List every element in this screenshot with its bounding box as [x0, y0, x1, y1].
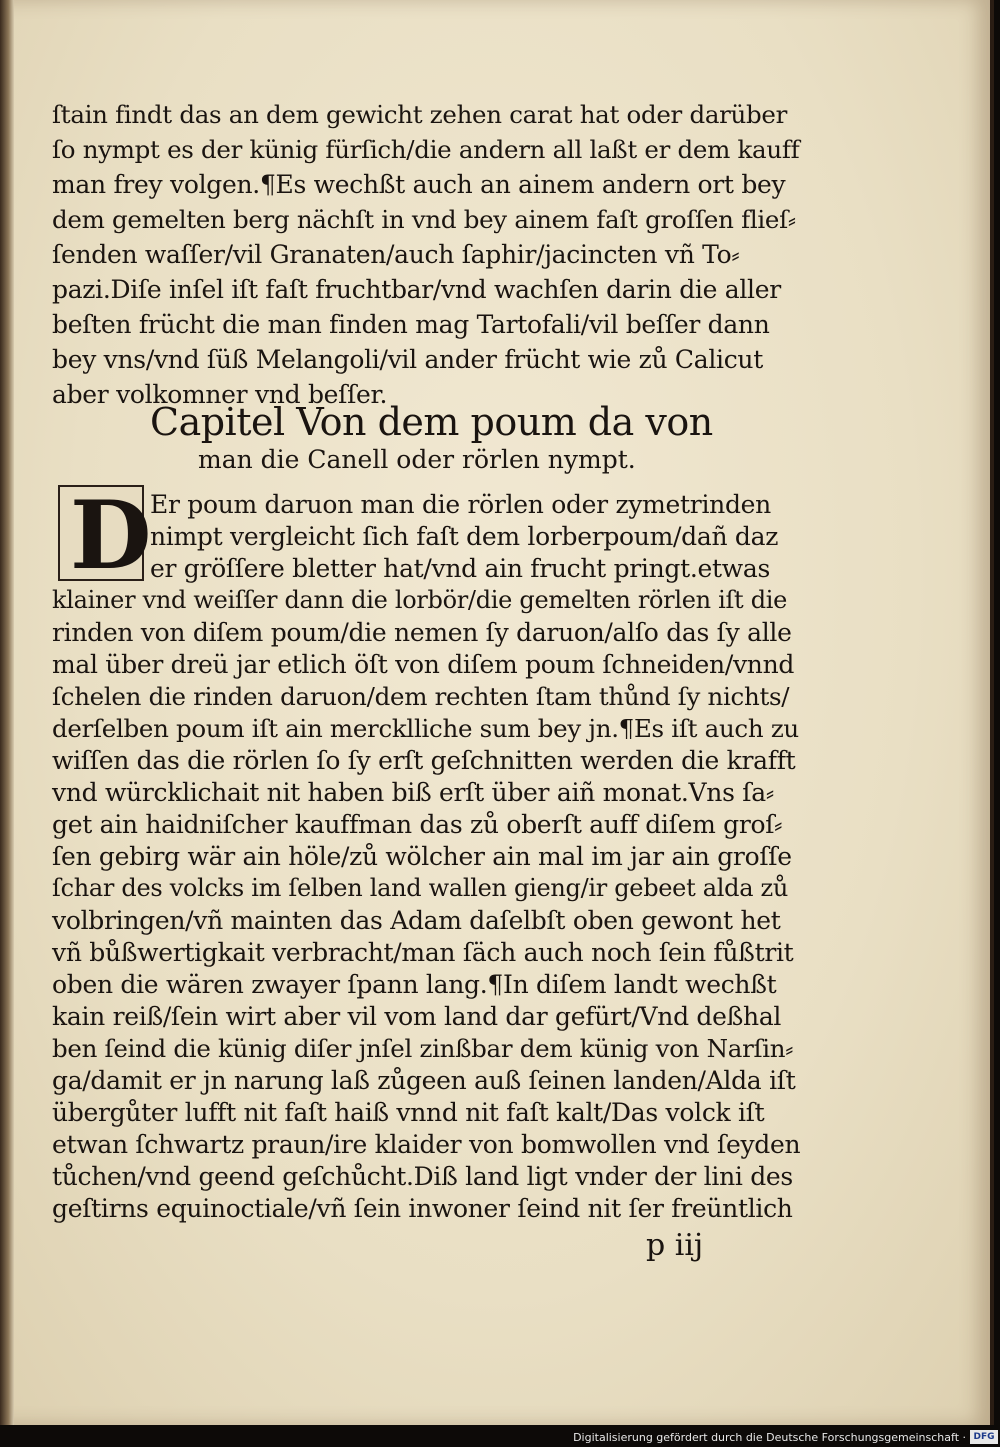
- text-line: übergůter lufft nit faſt haiß vnnd nit faſt kalt/Das volck iſt: [52, 1098, 765, 1127]
- signature-mark: p iij: [646, 1228, 704, 1263]
- initial-letter: D: [70, 481, 152, 591]
- text-line: geſtirns equinoctiale/vñ ſein inwoner ſeind nit ſer freüntlich: [52, 1194, 793, 1223]
- text-line: get ain haidniſcher kauffman das zů oberſt auff diſem groſ⸗: [52, 810, 783, 839]
- text-line: ſo nympt es der künig fürſich/die andern all laßt er dem kauff: [52, 135, 800, 164]
- decorated-initial: [58, 481, 152, 591]
- text-line: derſelben poum iſt ain mercklliche sum bey jn.¶Es iſt auch zu: [52, 714, 799, 743]
- text-line: er gröſſere bletter hat/vnd ain frucht pringt.etwas: [150, 554, 770, 583]
- text-line: bey vns/vnd ſüß Melangoli/vil ander frücht wie zů Calicut: [52, 345, 763, 374]
- text-line: ſen gebirg wär ain höle/zů wölcher ain mal im jar ain groſſe: [52, 842, 792, 871]
- text-line: mal über dreü jar etlich öſt von diſem poum ſchneiden/vnnd: [52, 650, 795, 679]
- text-line: wiſſen das die rörlen ſo ſy erſt geſchnitten werden die krafft: [52, 746, 796, 775]
- text-line: ſchar des volcks im ſelben land wallen gieng/ir gebeet alda zů: [52, 874, 789, 902]
- footer-credit: Digitalisierung gefördert durch die Deutsche Forschungsgemeinschaft ·: [573, 1431, 966, 1444]
- text-line: tůchen/vnd geend geſchůcht.Diß land ligt vnder der lini des: [52, 1162, 793, 1191]
- text-line: man frey volgen.¶Es wechßt auch an ainem andern ort bey: [52, 170, 786, 199]
- text-line: ſenden waſſer/vil Granaten/auch ſaphir/jacincten vñ To⸗: [52, 240, 740, 269]
- text-line: ben ſeind die künig diſer jnſel zinßbar dem künig von Narſin⸗: [52, 1034, 794, 1063]
- text-line: beſten frücht die man finden mag Tartofali/vil beſſer dann: [52, 310, 770, 339]
- text-line: aber volkomner vnd beſſer.: [52, 380, 388, 409]
- text-line: etwan ſchwartz praun/ire klaider von bomwollen vnd ſeyden: [52, 1130, 801, 1159]
- text-line: nimpt vergleicht ſich faſt dem lorberpoum/dañ daz: [150, 522, 779, 551]
- chapter-heading: Capitel Von dem poum da von: [150, 400, 713, 444]
- chapter-subheading: man die Canell oder rörlen nympt.: [198, 445, 636, 474]
- text-line: oben die wären zwayer ſpann lang.¶In diſem landt wechßt: [52, 970, 777, 999]
- text-line: klainer vnd weiſſer dann die lorbör/die gemelten rörlen iſt die: [52, 586, 788, 614]
- text-line: dem gemelten berg nächſt in vnd bey ainem faſt groſſen flieſ⸗: [52, 205, 796, 234]
- text-line: ga/damit er jn narung laß zůgeen auß ſeinen landen/Alda iſt: [52, 1066, 796, 1095]
- text-line: rinden von diſem poum/die nemen ſy daruon/alſo das ſy alle: [52, 618, 792, 647]
- text-line: vnd würcklichait nit haben biß erſt über aiñ monat.Vns ſa⸗: [52, 778, 774, 807]
- text-line: ſtain findt das an dem gewicht zehen carat hat oder darüber: [52, 100, 788, 129]
- text-line: vñ bůßwertigkait verbracht/man ſäch auch noch ſein fůßtrit: [52, 938, 794, 967]
- text-line: kain reiß/ſein wirt aber vil vom land dar gefürt/Vnd deßhal: [52, 1002, 782, 1031]
- text-line: pazi.Diſe inſel iſt faſt fruchtbar/vnd wachſen darin die aller: [52, 275, 781, 304]
- dfg-logo: DFG: [970, 1430, 998, 1444]
- text-line: volbringen/vñ mainten das Adam daſelbſt oben gewont het: [52, 906, 781, 935]
- text-line: Er poum daruon man die rörlen oder zymetrinden: [150, 490, 771, 519]
- text-line: ſchelen die rinden daruon/dem rechten ſtam thůnd ſy nichts/: [52, 682, 790, 711]
- page-binding-edge: [0, 0, 14, 1425]
